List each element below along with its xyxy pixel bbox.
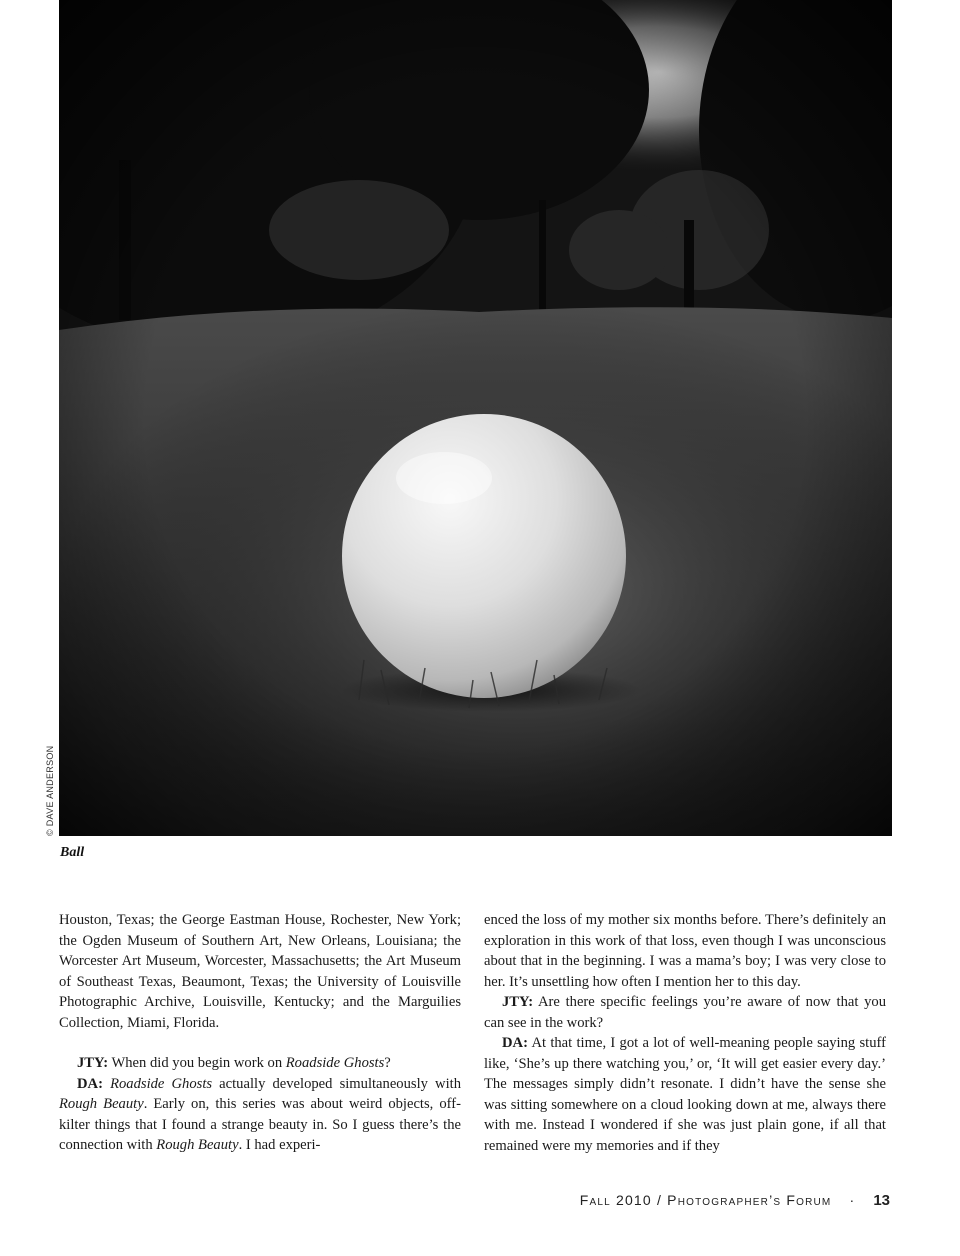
paragraph	[484, 910, 886, 992]
answer-text: actually developed simultaneously with	[212, 1075, 461, 1092]
speaker-label: DA:	[502, 1035, 528, 1051]
series-title: Roadside Ghosts	[110, 1075, 213, 1092]
series-title: Rough Beauty	[156, 1137, 239, 1153]
speaker-label: DA:	[77, 1075, 103, 1092]
interview-answer	[59, 1074, 461, 1156]
question-text: When did you begin work on	[108, 1055, 286, 1071]
article-column-left	[59, 910, 461, 1156]
speaker-label: JTY:	[502, 994, 534, 1010]
answer-text: . I had experi-	[238, 1137, 321, 1153]
series-title: Roadside Ghosts	[285, 1055, 385, 1071]
answer-text: . Early on, this series was about weird objects, off-kilter things that I found a strange beauty in. So I guess there’s the connection with	[59, 1096, 461, 1153]
paragraph	[59, 910, 461, 1033]
interview-question	[484, 992, 886, 1033]
paragraph-text: enced the loss of my mother six months before. There’s definitely an exploration in this work of that loss, even though I was unconscious about that in the beginning. I was a mama’s boy; I was very close to her. It’s unsettling how often I mention her to this day.	[484, 912, 886, 990]
question-text: Are there specific feelings you’re aware of now that you can see in the work?	[484, 994, 886, 1031]
answer-text: At that time, I got a lot of well-meaning people saying stuff like, ‘She’s up there watching you,’ or, ‘It will get easier every day.’ The messages simply didn’t resonate. I didn’t have the sense she was sitting somewhere on a cloud looking down at me, always there with me. Instead I wondered if she was just plain gone, if all that remained were my memories and if they	[484, 1035, 886, 1154]
page-footer	[580, 1192, 890, 1209]
question-text: ?	[384, 1055, 391, 1071]
issue-label: Fall 2010 / Photographer’s Forum	[579, 1192, 832, 1208]
interview-answer	[484, 1033, 886, 1156]
ball-photograph	[59, 0, 892, 836]
photo-caption: Ball	[60, 845, 85, 860]
interview-question	[59, 1053, 461, 1074]
footer-separator: ·	[849, 1192, 856, 1208]
photo-credit: © DAVE ANDERSON	[45, 745, 55, 836]
article-column-right	[484, 910, 886, 1156]
series-title: Rough Beauty	[59, 1096, 144, 1112]
speaker-label: JTY:	[77, 1055, 109, 1071]
paragraph-text: Houston, Texas; the George Eastman House, Rochester, New York; the Ogden Museum of Southern Art, New Orleans, Louisiana; the Worcester Art Museum, Worcester, Massachusetts; the Art Museum of Southeast Texas, Beaumont, Texas; the University of Louisville Photographic Archive, Louisville, Kentucky; and the Marguilies Collection, Miami, Florida.	[59, 912, 461, 1031]
page-number: 13	[873, 1192, 890, 1209]
